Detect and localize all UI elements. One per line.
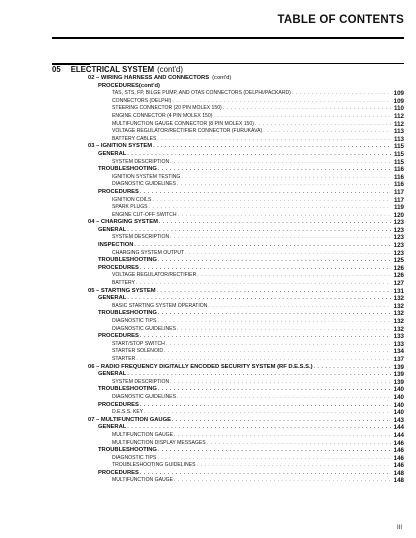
entry-title: TROUBLESHOOTING GUIDELINES [112, 462, 196, 469]
subsection-entry[interactable] [0, 227, 416, 235]
topic-entry[interactable] [0, 394, 416, 402]
dot-leader [177, 394, 391, 402]
entry-title: IGNITION COILS [112, 196, 152, 203]
entry-label [88, 75, 231, 83]
entry-title: ELECTRICAL SYSTEM [70, 65, 155, 74]
topic-entry[interactable] [0, 98, 416, 106]
entry-label [112, 432, 392, 440]
topic-entry[interactable] [0, 105, 416, 113]
dot-leader [181, 174, 391, 182]
entry-title: SYSTEM DESCRIPTION [112, 234, 170, 241]
dot-leader [152, 197, 391, 205]
dot-leader [164, 348, 391, 356]
entry-title: DIAGNOSTIC TIPS [112, 454, 157, 461]
page-reference: 126 [393, 264, 404, 272]
topic-entry[interactable] [0, 121, 416, 129]
entry-label [88, 417, 392, 425]
entry-label [112, 90, 392, 98]
section-number: 05 [52, 65, 61, 74]
dot-leader [174, 477, 391, 485]
entry-label [112, 379, 392, 387]
entry-title: MULTIFUNCTION GAUGE CONNECTOR (8 PIN MOLEX 150) [112, 120, 254, 127]
page-reference: 132 [393, 318, 404, 325]
dot-leader [158, 166, 391, 174]
page-reference: 140 [393, 386, 404, 394]
topic-entry[interactable] [0, 128, 416, 136]
topic-entry[interactable] [0, 181, 416, 189]
page-reference: 123 [393, 226, 404, 234]
page-reference: 110 [394, 105, 404, 113]
section-divider [52, 63, 404, 64]
entry-title: DIAGNOSTIC GUIDELINES [112, 393, 176, 400]
page-reference: 117 [394, 196, 404, 204]
entry-label [88, 143, 392, 151]
entry-label [112, 318, 392, 326]
topic-entry[interactable] [0, 197, 416, 205]
topic-entry[interactable] [0, 250, 416, 258]
dot-leader [185, 250, 391, 258]
dot-leader [140, 265, 391, 273]
page-reference: 146 [393, 454, 404, 462]
topic-entry[interactable] [0, 280, 416, 288]
entry-label [98, 447, 392, 455]
entry-title: CHARGING SYSTEM OUTPUT [112, 249, 185, 256]
subsection-entry[interactable] [0, 386, 416, 394]
dot-leader [136, 280, 391, 288]
dot-leader [292, 90, 391, 98]
entry-label [112, 348, 392, 356]
subsection-entry[interactable] [0, 166, 416, 174]
entry-label [112, 341, 392, 349]
entry-title: BATTERY CABLES [112, 135, 157, 142]
entry-title: GENERAL [98, 226, 127, 233]
dot-leader [136, 356, 391, 364]
entry-title: VOLTAGE REGULATOR/RECTIFIER CONNECTOR (FURUKAVA) [112, 128, 263, 135]
entry-title: PROCEDURES [98, 82, 139, 89]
topic-entry[interactable] [0, 379, 416, 387]
page-reference: 115 [394, 158, 404, 166]
entry-label [112, 181, 392, 189]
entry-label [98, 402, 392, 410]
dot-leader [153, 143, 391, 151]
page-reference: 123 [393, 219, 404, 227]
entry-label [98, 242, 392, 250]
page-reference: 123 [393, 234, 404, 242]
dot-leader [140, 189, 391, 197]
page-reference: 132 [393, 325, 404, 333]
entry-label [112, 234, 392, 242]
entry-label [112, 105, 392, 113]
page-reference: 148 [393, 477, 404, 485]
entry-title: ENGINE CUT-OFF SWITCH [112, 211, 177, 218]
page-reference: 116 [394, 173, 404, 181]
subsection-entry[interactable] [0, 310, 416, 318]
dot-leader [208, 303, 391, 311]
dot-leader [177, 181, 391, 189]
page-reference: 116 [394, 181, 404, 189]
chapter-entry[interactable] [0, 75, 416, 83]
topic-entry[interactable] [0, 341, 416, 349]
page-reference: 120 [393, 211, 404, 219]
dot-leader [177, 326, 391, 334]
entry-label [88, 219, 392, 227]
entry-label [98, 151, 392, 159]
entry-title: 06 – RADIO FREQUENCY DIGITALLY ENCODED SECURITY SYSTEM (RF D.E.S.S.) [88, 363, 313, 370]
entry-title: TROUBLESHOOTING [98, 386, 157, 393]
page-reference: 140 [393, 393, 404, 401]
topic-entry[interactable] [0, 409, 416, 417]
topic-entry[interactable] [0, 159, 416, 167]
entry-label [112, 113, 392, 121]
entry-label [112, 477, 392, 485]
entry-label [112, 455, 392, 463]
entry-title: TROUBLESHOOTING [98, 447, 157, 454]
entry-label [52, 65, 183, 75]
entry-title: DIAGNOSTIC GUIDELINES [112, 181, 176, 188]
page-reference: 139 [393, 378, 404, 386]
entry-label [112, 462, 392, 470]
entry-title: 04 – CHARGING SYSTEM [88, 219, 158, 226]
dot-leader [158, 447, 391, 455]
page-reference: 123 [393, 249, 404, 257]
dot-leader [314, 364, 391, 372]
entry-label [112, 440, 392, 448]
page-reference: 132 [393, 295, 404, 303]
subsection-entry[interactable] [0, 257, 416, 265]
entry-title: INSPECTION [98, 242, 134, 249]
entry-title: STARTER SOLENOID [112, 348, 164, 355]
dot-leader [178, 212, 391, 220]
page-reference: 116 [394, 166, 404, 174]
entry-label [112, 136, 392, 144]
page-reference: 139 [393, 371, 404, 379]
entry-label [98, 424, 392, 432]
entry-label [112, 272, 392, 280]
entry-title: GENERAL [98, 150, 127, 157]
entry-label [112, 159, 392, 167]
entry-title: STEERING CONNECTOR (20 PIN MOLEX 150) [112, 105, 222, 112]
entry-title: MULTIFUNCTION GAUGE [112, 431, 174, 438]
dot-leader [207, 440, 391, 448]
page-reference: 131 [393, 287, 404, 295]
entry-title: 03 – IGNITION SYSTEM [88, 143, 153, 150]
topic-entry[interactable] [0, 440, 416, 448]
topic-entry[interactable] [0, 272, 416, 280]
entry-label [88, 288, 392, 296]
entry-title: ENGINE CONNECTOR (4 PIN MOLEX 150) [112, 112, 213, 119]
entry-label [112, 250, 392, 258]
entry-label [98, 265, 392, 273]
dot-leader [127, 424, 391, 432]
entry-label [112, 394, 392, 402]
entry-label [98, 386, 392, 394]
subsection-entry[interactable] [0, 470, 416, 478]
entry-title: START/STOP SWITCH [112, 340, 165, 347]
dot-leader [127, 227, 391, 235]
dot-leader [197, 462, 392, 470]
subsection-entry[interactable] [0, 151, 416, 159]
entry-title: IGNITION SYSTEM TESTING [112, 173, 181, 180]
page-reference: 112 [394, 120, 404, 128]
entry-title: CONNECTORS (DELPHI) [112, 97, 172, 104]
entry-title: GENERAL [98, 424, 127, 431]
chapter-entry[interactable] [0, 143, 416, 151]
entry-title: DIAGNOSTIC TIPS [112, 318, 157, 324]
dot-leader [170, 159, 391, 167]
entry-label [112, 212, 392, 220]
entry-title: 07 – MULTIFUNCTION GAUGE [88, 416, 171, 423]
dot-leader [263, 128, 391, 136]
header-divider [52, 37, 404, 39]
dot-leader [197, 272, 391, 280]
dot-leader [213, 113, 391, 121]
page-reference: 123 [393, 242, 404, 250]
subsection-entry[interactable] [0, 371, 416, 379]
dot-leader [140, 470, 391, 478]
topic-entry[interactable] [0, 204, 416, 212]
page-reference: 143 [393, 416, 404, 424]
page-reference: 112 [394, 112, 404, 120]
topic-entry[interactable] [0, 318, 416, 326]
page-reference: 132 [393, 310, 404, 318]
dot-leader [149, 204, 391, 212]
entry-label [112, 128, 392, 136]
page-title: TABLE OF CONTENTS [277, 14, 404, 26]
subsection-entry[interactable] [0, 265, 416, 273]
topic-entry[interactable] [0, 432, 416, 440]
entry-title: STARTER [112, 355, 136, 362]
page-reference: 144 [393, 431, 404, 439]
topic-entry[interactable] [0, 462, 416, 470]
entry-title: PROCEDURES [98, 264, 139, 271]
dot-leader [223, 105, 391, 113]
entry-label [112, 204, 392, 212]
subsection-entry[interactable] [0, 402, 416, 410]
dot-leader [255, 121, 391, 129]
topic-entry[interactable] [0, 348, 416, 356]
subsection-entry[interactable] [0, 189, 416, 197]
continued-note: (cont'd) [138, 82, 160, 89]
page-reference: 140 [393, 401, 404, 409]
page-reference: 146 [393, 447, 404, 455]
entry-label [88, 364, 392, 372]
dot-leader [157, 136, 391, 144]
subsection-entry[interactable] [0, 424, 416, 432]
page-reference: 126 [393, 272, 404, 280]
entry-label [112, 356, 392, 364]
entry-title: DIAGNOSTIC GUIDELINES [112, 325, 176, 332]
entry-title: SYSTEM DESCRIPTION [112, 158, 170, 165]
topic-entry[interactable] [0, 455, 416, 463]
topic-entry[interactable] [0, 477, 416, 485]
page-reference: 119 [394, 204, 404, 212]
entry-title: D.E.S.S. KEY [112, 409, 144, 416]
page-reference: 109 [393, 97, 404, 105]
entry-label [98, 166, 392, 174]
entry-label [112, 197, 392, 205]
entry-label [98, 257, 392, 265]
page-reference: 109 [393, 90, 404, 98]
topic-entry[interactable] [0, 113, 416, 121]
page-reference: 146 [393, 462, 404, 470]
dot-leader [127, 371, 391, 379]
subsection-entry[interactable] [0, 242, 416, 250]
entry-title: 02 – WIRING HARNESS AND CONNECTORS [88, 75, 210, 81]
continued-note: (cont'd) [157, 65, 183, 74]
page-reference: 115 [394, 150, 404, 158]
dot-leader [170, 379, 391, 387]
entry-label [112, 326, 392, 334]
chapter-entry[interactable] [0, 219, 416, 227]
page-reference: 137 [393, 355, 404, 363]
entry-label [112, 409, 392, 417]
page-reference: 113 [394, 135, 404, 143]
entry-title: TROUBLESHOOTING [98, 166, 157, 173]
entry-label [98, 83, 160, 91]
entry-label [112, 174, 392, 182]
entry-title: PROCEDURES [98, 469, 139, 476]
dot-leader [158, 386, 391, 394]
entry-title: GENERAL [98, 295, 127, 302]
section-heading[interactable] [0, 65, 416, 75]
topic-entry[interactable] [0, 234, 416, 242]
entry-title: GENERAL [98, 371, 127, 378]
entry-title: PROCEDURES [98, 188, 139, 195]
page-reference: 146 [393, 439, 404, 447]
chapter-entry[interactable] [0, 364, 416, 372]
topic-entry[interactable] [0, 136, 416, 144]
page-reference: 144 [393, 424, 404, 432]
page-reference: 115 [394, 143, 404, 151]
entry-title: SPARK PLUGS [112, 204, 148, 211]
entry-label [98, 371, 392, 379]
table-of-contents [0, 65, 416, 485]
dot-leader [158, 310, 391, 318]
dot-leader [134, 242, 391, 250]
page-number: III [396, 525, 402, 531]
entry-label [98, 310, 392, 318]
dot-leader [172, 98, 391, 106]
dot-leader [157, 455, 391, 463]
topic-entry[interactable] [0, 90, 416, 98]
dot-leader [158, 257, 391, 265]
page-reference: 134 [393, 348, 404, 356]
entry-title: BASIC STARTING SYSTEM OPERATION [112, 302, 208, 309]
dot-leader [157, 318, 391, 326]
entry-label [98, 470, 392, 478]
entry-title: PROCEDURES [98, 401, 139, 408]
topic-entry[interactable] [0, 174, 416, 182]
entry-label [98, 333, 392, 341]
dot-leader [127, 295, 391, 303]
chapter-entry[interactable] [0, 288, 416, 296]
entry-title: 05 – STARTING SYSTEM [88, 287, 156, 294]
entry-title: MULTIFUNCTION DISPLAY MESSAGES [112, 439, 206, 446]
subsection-entry[interactable] [0, 447, 416, 455]
entry-label [112, 303, 392, 311]
topic-entry[interactable] [0, 326, 416, 334]
page-reference: 148 [393, 469, 404, 477]
dot-leader [166, 341, 391, 349]
entry-title: PROCEDURES [98, 333, 139, 340]
topic-entry[interactable] [0, 356, 416, 364]
entry-title: VOLTAGE REGULATOR/RECTIFIER [112, 272, 197, 279]
subsection-entry[interactable] [0, 333, 416, 341]
subsection-entry[interactable] [0, 83, 416, 91]
dot-leader [172, 417, 391, 425]
dot-leader [170, 234, 391, 242]
entry-title: MULTIFUNCTION GAUGE [112, 477, 174, 484]
page-reference: 113 [394, 128, 404, 136]
entry-label [112, 98, 392, 106]
page-reference: 127 [393, 280, 404, 288]
dot-leader [127, 151, 391, 159]
entry-title: TAS, STS, FP, BILGE PUMP, AND OTAS CONNECTORS (DELPHI/PACKARD) [112, 90, 291, 97]
subsection-entry[interactable] [0, 295, 416, 303]
page-reference: 133 [393, 340, 404, 348]
entry-label [112, 280, 392, 288]
dot-leader [159, 219, 391, 227]
dot-leader [157, 288, 391, 296]
entry-label [98, 227, 392, 235]
dot-leader [174, 432, 391, 440]
page-reference: 132 [393, 302, 404, 310]
dot-leader [140, 333, 391, 341]
entry-title: SYSTEM DESCRIPTION [112, 378, 170, 385]
entry-label [98, 189, 392, 197]
continued-note: (cont'd) [212, 75, 232, 81]
entry-title: TROUBLESHOOTING [98, 257, 157, 264]
page-reference: 125 [393, 257, 404, 265]
topic-entry[interactable] [0, 303, 416, 311]
chapter-entry[interactable] [0, 417, 416, 425]
dot-leader [144, 409, 391, 417]
entry-title: BATTERY [112, 280, 136, 287]
dot-leader [140, 402, 391, 410]
page-reference: 133 [393, 333, 404, 341]
topic-entry[interactable] [0, 212, 416, 220]
page-reference: 140 [393, 409, 404, 417]
page-reference: 117 [394, 188, 404, 196]
page-reference: 139 [393, 363, 404, 371]
entry-title: TROUBLESHOOTING [98, 310, 157, 317]
entry-label [98, 295, 392, 303]
entry-label [112, 121, 392, 129]
